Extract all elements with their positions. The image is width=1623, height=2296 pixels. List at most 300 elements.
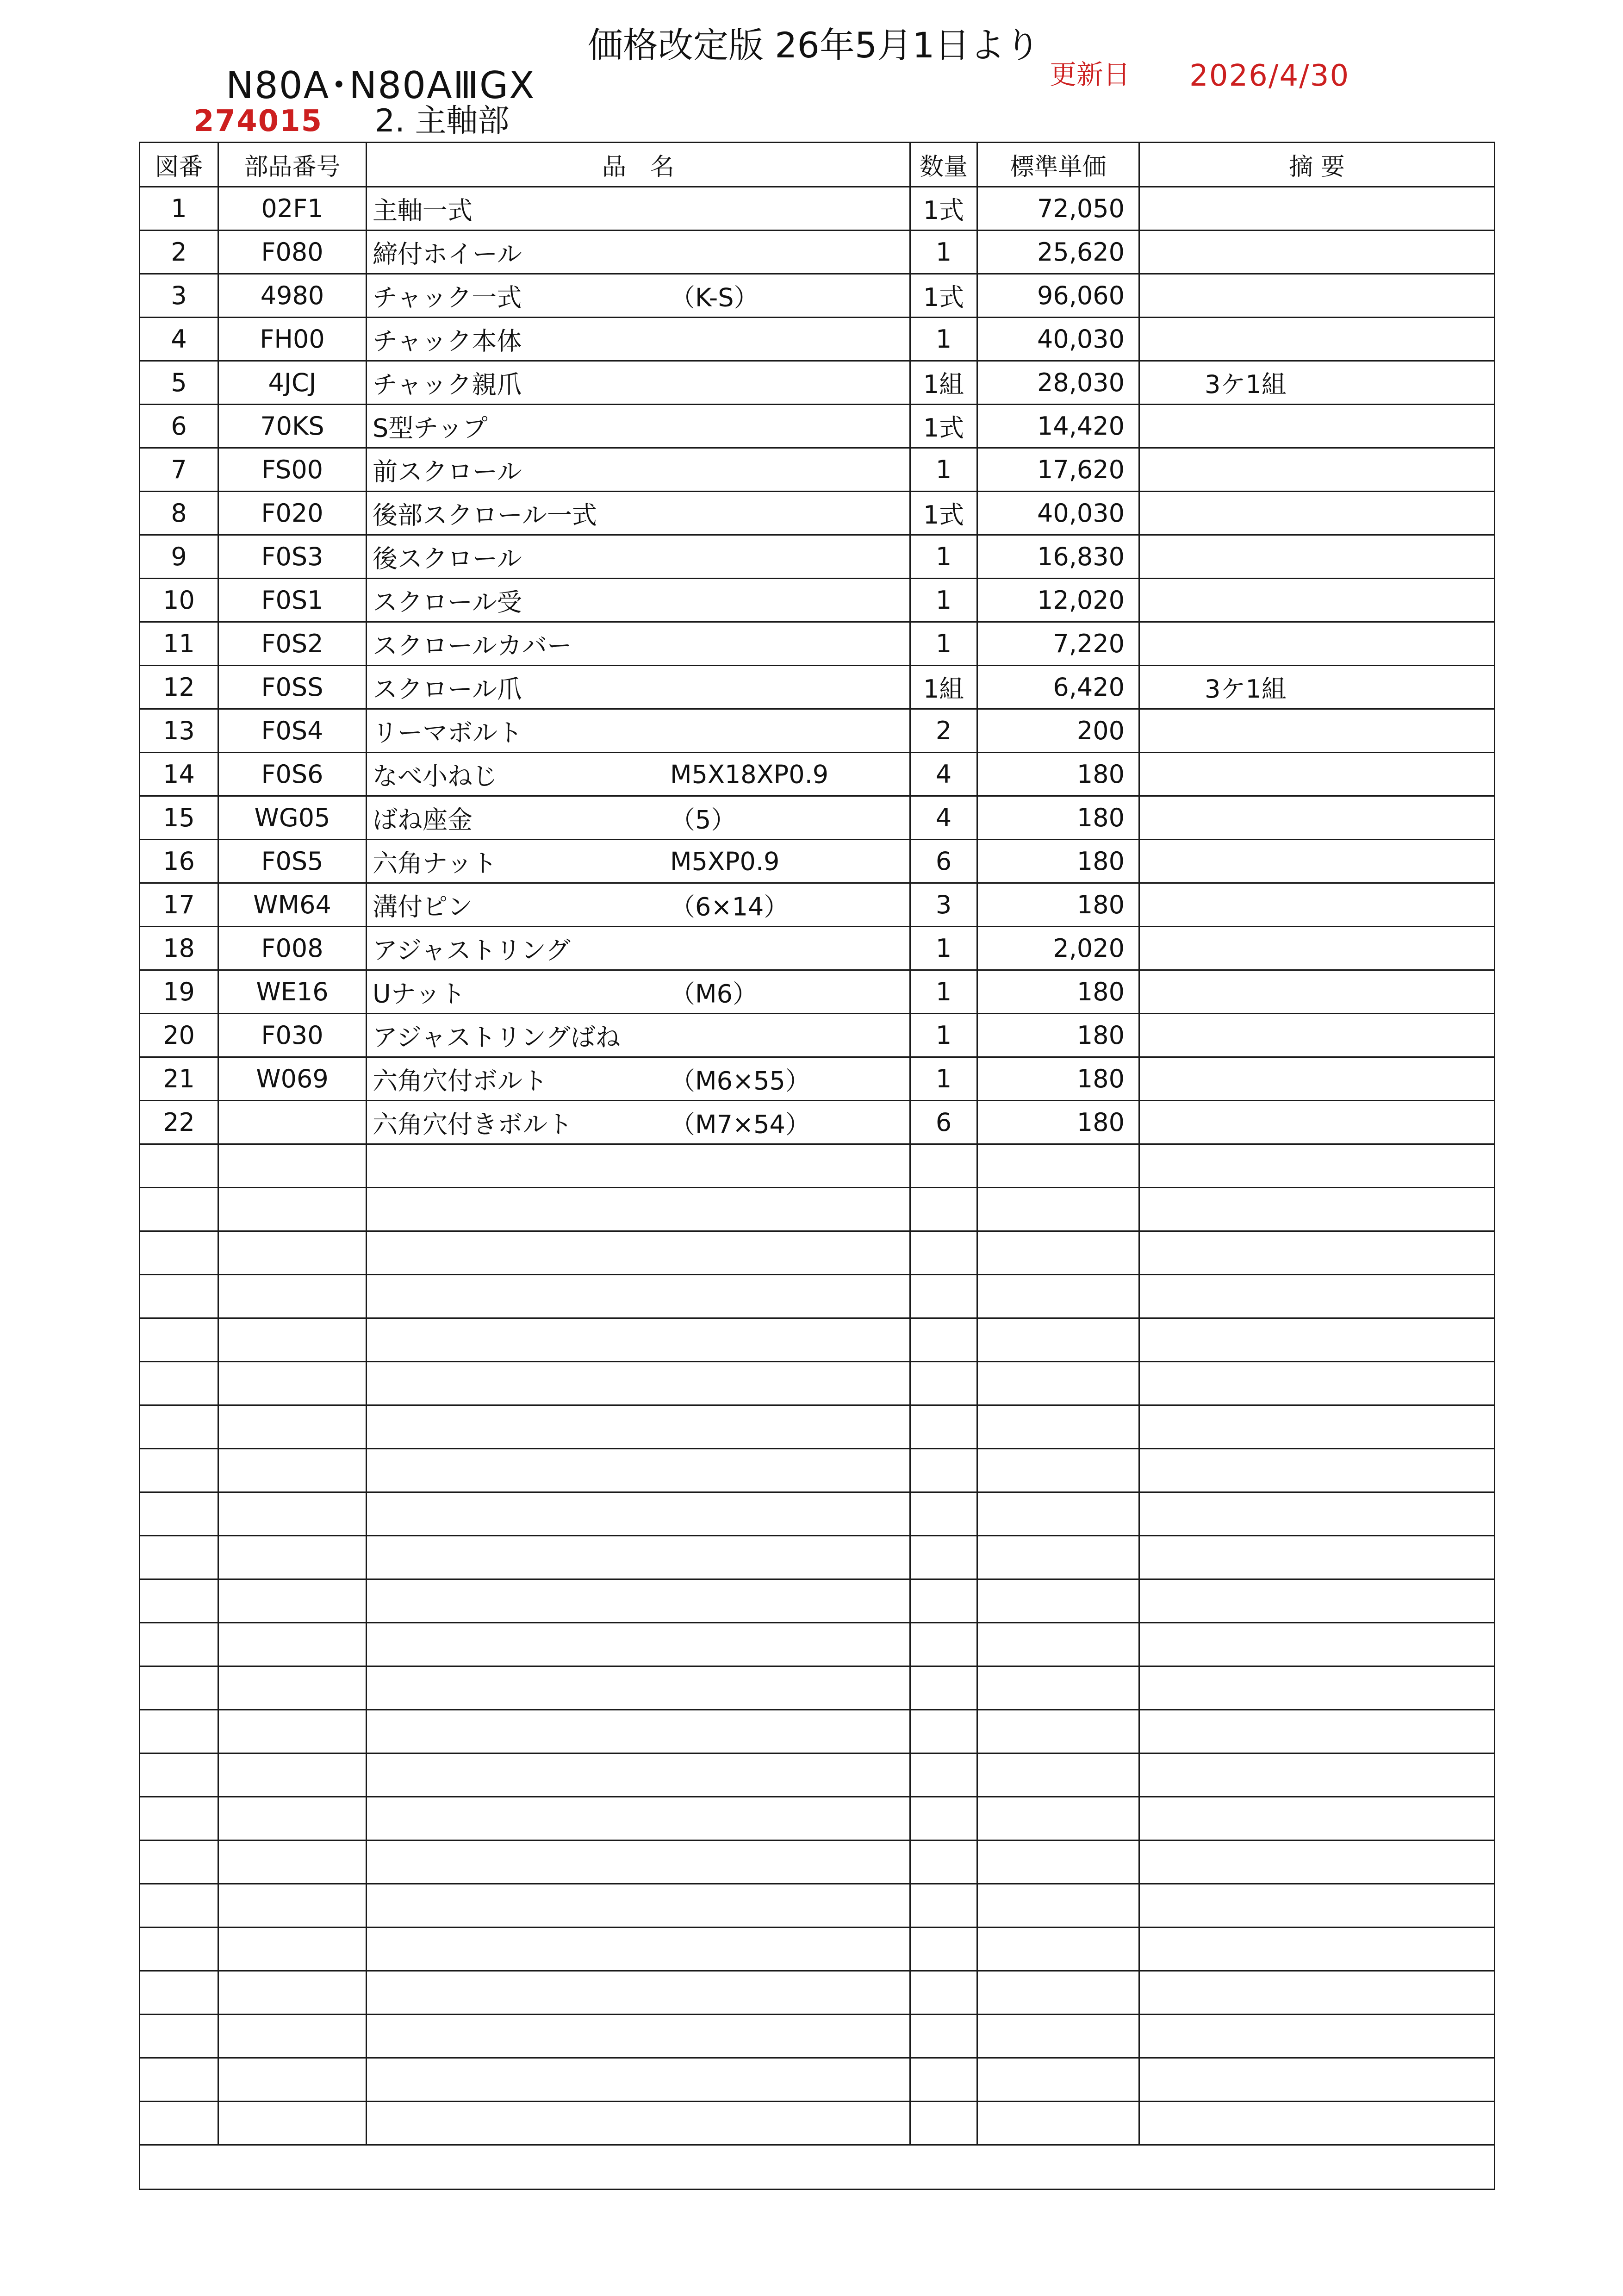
unit-price-cell: 180 [977,883,1139,927]
part-number-cell [218,2058,367,2102]
unit-price-cell: 96,060 [977,274,1139,318]
figure-no-cell: 17 [140,883,218,927]
unit-price-cell: 7,220 [977,622,1139,666]
empty-row [140,1579,1495,1623]
empty-row [140,1405,1495,1449]
unit-price-cell: 180 [977,1057,1139,1101]
unit-price-cell: 17,620 [977,448,1139,492]
quantity-cell: 1 [910,622,977,666]
figure-no-cell [140,1536,218,1579]
unit-price-cell: 16,830 [977,535,1139,579]
figure-no-cell [140,1710,218,1753]
remarks-cell [1139,579,1495,622]
empty-row [140,2102,1495,2145]
table-row [140,840,1495,883]
table-row [140,231,1495,274]
remarks-cell [1139,1405,1495,1449]
unit-price-cell [977,1797,1139,1841]
figure-no-cell [140,2058,218,2102]
remarks-cell [1139,1231,1495,1275]
figure-no-cell: 21 [140,1057,218,1101]
quantity-cell [910,1797,977,1841]
figure-no-cell: 2 [140,231,218,274]
figure-no-cell [140,1579,218,1623]
part-name-cell [367,2015,910,2058]
empty-row [140,1753,1495,1797]
part-name-cell [367,666,910,709]
figure-no-cell: 19 [140,970,218,1014]
part-number-cell: FS00 [218,448,367,492]
part-number-cell: 02F1 [218,187,367,231]
part-number-cell [218,1579,367,1623]
quantity-cell [910,1362,977,1405]
quantity-cell: 1 [910,318,977,361]
table-row [140,579,1495,622]
quantity-cell: 1 [910,535,977,579]
remarks-cell [1139,796,1495,840]
figure-no-cell [140,1797,218,1841]
quantity-cell: 1組 [910,666,977,709]
quantity-cell: 3 [910,883,977,927]
part-number-cell: F0SS [218,666,367,709]
table-row [140,753,1495,796]
quantity-cell [910,1623,977,1666]
unit-price-cell [977,1318,1139,1362]
remarks-cell [1139,1144,1495,1188]
quantity-cell: 2 [910,709,977,753]
part-name-text: 前スクロール [373,457,522,486]
part-name-cell [367,274,910,318]
part-name-text: スクロール爪 [373,674,522,704]
quantity-cell: 4 [910,753,977,796]
figure-no-cell [140,1623,218,1666]
part-number-cell: 70KS [218,405,367,448]
unit-price-cell: 28,030 [977,361,1139,405]
unit-price-cell [977,1753,1139,1797]
unit-price-cell [977,1841,1139,1884]
part-number-cell: F020 [218,492,367,535]
quantity-cell [910,1710,977,1753]
remarks-cell [1139,187,1495,231]
part-name-cell [367,753,910,796]
table-row [140,318,1495,361]
quantity-cell: 1 [910,927,977,970]
part-name-text: 締付ホイール [373,239,522,268]
part-number-cell: WE16 [218,970,367,1014]
figure-no-cell: 1 [140,187,218,231]
quantity-cell: 1式 [910,405,977,448]
empty-row [140,1971,1495,2015]
part-number-cell [218,2015,367,2058]
remarks-cell [1139,448,1495,492]
part-name-cell [367,1841,910,1884]
quantity-cell: 1 [910,448,977,492]
empty-row [140,1275,1495,1318]
part-number-cell [218,1188,367,1231]
part-number-cell [218,1884,367,1928]
figure-no-cell [140,1928,218,1971]
unit-price-cell: 40,030 [977,492,1139,535]
part-number-cell [218,1753,367,1797]
part-name-text: 六角ナット [373,849,497,878]
part-number-cell: F0S3 [218,535,367,579]
figure-no-cell [140,1971,218,2015]
remarks-cell [1139,1928,1495,1971]
part-number-cell: 4980 [218,274,367,318]
quantity-cell: 1 [910,231,977,274]
part-number-cell [218,1275,367,1318]
part-number-cell: 4JCJ [218,361,367,405]
part-name-cell [367,1666,910,1710]
part-name-cell [367,1579,910,1623]
quantity-cell [910,1275,977,1318]
part-name-cell [367,492,910,535]
table-header-row [140,143,1495,187]
part-spec-text: （M7×54） [670,1110,810,1139]
figure-no-cell [140,1753,218,1797]
part-number-cell [218,1841,367,1884]
table-row [140,883,1495,927]
table-row [140,448,1495,492]
figure-no-cell [140,1405,218,1449]
header-part-number: 部品番号 [218,143,367,187]
part-name-text: スクロールカバー [373,631,572,660]
part-number-cell [218,1318,367,1362]
empty-row [140,1928,1495,1971]
remarks-cell [1139,231,1495,274]
part-name-cell [367,187,910,231]
unit-price-cell [977,1449,1139,1492]
remarks-cell [1139,1579,1495,1623]
header-remarks: 摘 要 [1139,143,1495,187]
table-row [140,405,1495,448]
part-name-text: 主軸一式 [373,196,473,225]
part-name-cell [367,1275,910,1318]
quantity-cell [910,1492,977,1536]
part-name-text: アジャストリング [373,936,571,965]
quantity-cell [910,1318,977,1362]
header-figure-no: 図番 [140,143,218,187]
empty-row [140,1884,1495,1928]
unit-price-cell: 14,420 [977,405,1139,448]
remarks-cell: 3ケ1組 [1139,361,1495,405]
model-name: N80A･N80AⅢGX [226,64,535,107]
part-name-cell [367,2102,910,2145]
figure-no-cell: 6 [140,405,218,448]
part-name-text: なべ小ねじ [373,761,497,791]
remarks-cell [1139,1188,1495,1231]
part-name-cell [367,1362,910,1405]
catalog-code: 274015 [193,104,323,138]
part-name-cell [367,1492,910,1536]
quantity-cell: 1組 [910,361,977,405]
part-number-cell: F0S4 [218,709,367,753]
empty-row [140,1318,1495,1362]
remarks-cell [1139,1362,1495,1405]
table-row [140,796,1495,840]
figure-no-cell: 7 [140,448,218,492]
part-number-cell [218,1449,367,1492]
part-name-cell [367,1449,910,1492]
part-name-text: 六角穴付ボルト [373,1066,547,1095]
part-number-cell [218,2102,367,2145]
part-number-cell: W069 [218,1057,367,1101]
part-number-cell: F0S1 [218,579,367,622]
part-name-cell [367,1101,910,1144]
quantity-cell [910,1449,977,1492]
unit-price-cell [977,1928,1139,1971]
empty-row [140,1623,1495,1666]
part-spec-text: （M6×55） [670,1066,810,1095]
remarks-cell [1139,1666,1495,1710]
remarks-cell [1139,274,1495,318]
remarks-cell [1139,1841,1495,1884]
table-row [140,666,1495,709]
remarks-cell [1139,1275,1495,1318]
quantity-cell: 1 [910,970,977,1014]
part-number-cell [218,1928,367,1971]
part-name-cell [367,1144,910,1188]
empty-row [140,2058,1495,2102]
part-name-text: 後部スクロール一式 [373,500,597,530]
remarks-cell: 3ケ1組 [1139,666,1495,709]
empty-row [140,1362,1495,1405]
part-number-cell: WG05 [218,796,367,840]
unit-price-cell [977,1405,1139,1449]
unit-price-cell [977,1188,1139,1231]
part-name-text: チャック親爪 [373,370,522,399]
part-name-cell [367,448,910,492]
part-number-cell: F0S2 [218,622,367,666]
figure-no-cell [140,1144,218,1188]
table-row [140,970,1495,1014]
part-spec-text: （6×14） [670,892,789,921]
figure-no-cell [140,1666,218,1710]
part-number-cell [218,1536,367,1579]
part-name-cell [367,1318,910,1362]
part-name-cell [367,709,910,753]
part-number-cell: F080 [218,231,367,274]
part-name-cell [367,1405,910,1449]
part-name-cell [367,883,910,927]
unit-price-cell [977,1275,1139,1318]
empty-row [140,2015,1495,2058]
unit-price-cell [977,2015,1139,2058]
table-row [140,1057,1495,1101]
remarks-cell [1139,1884,1495,1928]
part-number-cell [218,1405,367,1449]
quantity-cell: 1式 [910,492,977,535]
empty-row [140,1536,1495,1579]
part-name-cell [367,1057,910,1101]
part-name-cell [367,1231,910,1275]
quantity-cell [910,1841,977,1884]
part-name-text: チャック本体 [373,326,522,356]
empty-row [140,1797,1495,1841]
unit-price-cell [977,1492,1139,1536]
table-row [140,1101,1495,1144]
remarks-cell [1139,1710,1495,1753]
part-number-cell: F008 [218,927,367,970]
part-number-cell: FH00 [218,318,367,361]
figure-no-cell [140,1362,218,1405]
unit-price-cell [977,1231,1139,1275]
table-footer-row [140,2145,1495,2190]
empty-row [140,1492,1495,1536]
figure-no-cell [140,2102,218,2145]
unit-price-cell [977,1536,1139,1579]
part-name-cell [367,231,910,274]
part-name-cell [367,535,910,579]
part-number-cell [218,1144,367,1188]
unit-price-cell [977,1144,1139,1188]
remarks-cell [1139,2015,1495,2058]
unit-price-cell: 25,620 [977,231,1139,274]
figure-no-cell: 10 [140,579,218,622]
unit-price-cell: 180 [977,796,1139,840]
update-date-value: 2026/4/30 [1189,59,1350,93]
remarks-cell [1139,1449,1495,1492]
part-name-cell [367,2058,910,2102]
unit-price-cell [977,1623,1139,1666]
remarks-cell [1139,1014,1495,1057]
part-number-cell: F0S6 [218,753,367,796]
quantity-cell [910,1579,977,1623]
part-number-cell [218,1231,367,1275]
part-name-cell [367,1014,910,1057]
table-row [140,535,1495,579]
header-quantity: 数量 [910,143,977,187]
quantity-cell [910,1144,977,1188]
empty-row [140,1188,1495,1231]
unit-price-cell: 180 [977,753,1139,796]
table-row [140,709,1495,753]
part-number-cell: WM64 [218,883,367,927]
empty-row [140,1231,1495,1275]
empty-row [140,1710,1495,1753]
figure-no-cell [140,2015,218,2058]
figure-no-cell: 11 [140,622,218,666]
part-name-text: リーマボルト [373,718,522,747]
remarks-cell [1139,883,1495,927]
remarks-cell [1139,970,1495,1014]
unit-price-cell: 12,020 [977,579,1139,622]
part-number-cell: F030 [218,1014,367,1057]
table-row [140,622,1495,666]
quantity-cell [910,1188,977,1231]
table-body [140,187,1495,2145]
empty-row [140,1841,1495,1884]
part-name-cell [367,927,910,970]
remarks-cell [1139,1797,1495,1841]
part-spec-text: M5XP0.9 [670,847,780,876]
figure-no-cell: 13 [140,709,218,753]
unit-price-cell [977,1884,1139,1928]
quantity-cell: 1 [910,579,977,622]
quantity-cell: 4 [910,796,977,840]
part-spec-text: （5） [670,805,736,834]
part-name-cell [367,1623,910,1666]
figure-no-cell: 3 [140,274,218,318]
figure-no-cell [140,1449,218,1492]
part-name-cell [367,1928,910,1971]
part-number-cell [218,1710,367,1753]
quantity-cell [910,1971,977,2015]
part-spec-text: （K-S） [670,283,759,312]
remarks-cell [1139,1492,1495,1536]
header-unit-price: 標準単価 [977,143,1139,187]
unit-price-cell [977,1971,1139,2015]
part-name-cell [367,405,910,448]
unit-price-cell: 6,420 [977,666,1139,709]
unit-price-cell: 40,030 [977,318,1139,361]
quantity-cell: 6 [910,840,977,883]
part-name-text: ばね座金 [373,805,473,834]
table-row [140,492,1495,535]
part-name-cell [367,1797,910,1841]
part-number-cell [218,1623,367,1666]
footer-cell [140,2145,1495,2190]
figure-no-cell: 22 [140,1101,218,1144]
part-name-cell [367,1710,910,1753]
unit-price-cell: 180 [977,1014,1139,1057]
quantity-cell [910,1884,977,1928]
part-name-text: スクロール受 [373,587,522,617]
part-number-cell [218,1492,367,1536]
figure-no-cell [140,1275,218,1318]
table-row [140,361,1495,405]
part-name-text: チャック一式 [373,283,522,312]
remarks-cell [1139,535,1495,579]
part-name-text: S型チップ [373,413,488,443]
figure-no-cell: 18 [140,927,218,970]
part-name-cell [367,579,910,622]
table-row [140,927,1495,970]
part-number-cell [218,1666,367,1710]
quantity-cell: 1 [910,1014,977,1057]
remarks-cell [1139,753,1495,796]
remarks-cell [1139,1623,1495,1666]
part-name-cell [367,1188,910,1231]
remarks-cell [1139,1057,1495,1101]
figure-no-cell [140,1231,218,1275]
quantity-cell [910,1536,977,1579]
figure-no-cell [140,1188,218,1231]
section-title: 2. 主軸部 [375,103,510,139]
part-name-cell [367,840,910,883]
table-row [140,274,1495,318]
part-number-cell [218,1797,367,1841]
remarks-cell [1139,318,1495,361]
part-name-cell [367,1753,910,1797]
figure-no-cell: 9 [140,535,218,579]
unit-price-cell [977,1362,1139,1405]
figure-no-cell [140,1492,218,1536]
quantity-cell [910,2015,977,2058]
remarks-cell [1139,840,1495,883]
table-row [140,187,1495,231]
quantity-cell [910,1231,977,1275]
figure-no-cell [140,1884,218,1928]
figure-no-cell: 20 [140,1014,218,1057]
unit-price-cell: 200 [977,709,1139,753]
remarks-cell [1139,622,1495,666]
remarks-cell [1139,2058,1495,2102]
unit-price-cell: 180 [977,1101,1139,1144]
part-name-text: 六角穴付きボルト [373,1110,572,1139]
unit-price-cell [977,1666,1139,1710]
part-name-cell [367,1971,910,2015]
